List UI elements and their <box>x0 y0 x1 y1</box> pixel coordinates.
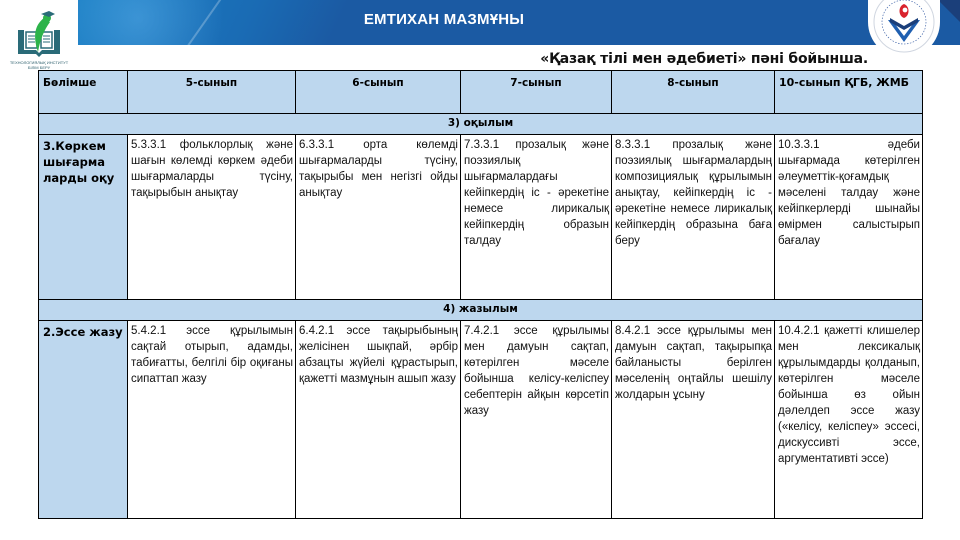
objective-cell-grade-8: 8.4.2.1 эссе құрылымы мен дамуын сақтап, тақырыпқа байланысты берілген мәселенің оңтайлы шешілу жолдарын ұсыну <box>612 321 775 519</box>
table-row <box>39 135 923 300</box>
column-header-grade-6: 6-сынып <box>296 71 461 114</box>
page-title: ЕМТИХАН МАЗМҰНЫ <box>363 11 525 28</box>
objective-cell-grade-7: 7.3.3.1 прозалық және поэзиялық шығармалардағы кейіпкердің іс - әрекетіне немесе лирикалық кейіпкердің образын талдау <box>461 135 612 300</box>
column-header-subsection: Бөлімше <box>39 71 128 114</box>
objective-cell-grade-5: 5.4.2.1 эссе құрылымын сақтай отырып, адамды, табиғатты, белгілі бір оқиғаны сипаттап жазу <box>128 321 296 519</box>
header-banner <box>78 0 960 45</box>
column-header-grade-5: 5-сынып <box>128 71 296 114</box>
subsection-topic: 3.Көркем шығарма ларды оқу <box>39 135 128 300</box>
objective-cell-grade-10: 10.4.2.1 қажетті клишелер мен лексикалық құрылымдарды қолданып, көтерілген мәселе бойынша өз ойын дәлелдеп эссе жазу («келісу, келіспеу» эссесі, дискуссивті эссе, аргументативті эссе) <box>775 321 923 519</box>
section-title: 3) оқылым <box>39 114 923 135</box>
book-person-icon <box>14 10 64 60</box>
column-header-grade-8: 8-сынып <box>612 71 775 114</box>
exam-content-table <box>38 70 923 519</box>
section-row-writing <box>39 300 923 321</box>
subject-subtitle: «Қазақ тілі мен әдебиеті» пәні бойынша. <box>540 51 868 67</box>
table-header-row <box>39 71 923 114</box>
column-header-grade-7: 7-сынып <box>461 71 612 114</box>
objective-cell-grade-5: 5.3.3.1 фольклорлық және шағын көлемді көркем әдеби шығармаларды түсіну, тақырыбын анықтау <box>128 135 296 300</box>
objective-cell-grade-7: 7.4.2.1 эссе құрылымы мен дамуын сақтап, көтерілген мәселе бойынша келісу-келіспеу себептерін айқын көрсетіп жазу <box>461 321 612 519</box>
center-emblem-logo <box>868 0 940 58</box>
section-title: 4) жазылым <box>39 300 923 321</box>
column-header-grade-10: 10-сынып ҚГБ, ЖМБ <box>775 71 923 114</box>
objective-cell-grade-6: 6.4.2.1 эссе тақырыбының желісінен шықпай, әрбір абзацты жүйелі құрастырып, қажетті мазмұнын ашып жазу <box>296 321 461 519</box>
emblem-book-icon <box>872 0 936 58</box>
table-row <box>39 321 923 519</box>
subsection-topic: 2.Эссе жазу <box>39 321 128 519</box>
banner-corner-decoration <box>938 0 960 22</box>
objective-cell-grade-10: 10.3.3.1 әдеби шығармада көтерілген әлеуметтік-қоғамдық мәселені талдау және кейіпкерлерді шынайы өмірмен салыстырып бағалау <box>775 135 923 300</box>
logo-caption: ТЕХНОЛОГИЯЛЫҚ ИНСТИТУТ БІЛІМ БЕРУ <box>9 60 69 70</box>
section-row-reading <box>39 114 923 135</box>
objective-cell-grade-8: 8.3.3.1 прозалық және поэзиялық шығармалардың композициялық құрылымын анықтау, кейіпкердің іс - әрекетіне немесе лирикалық кейіпкердің образына баға беру <box>612 135 775 300</box>
institute-logo <box>0 0 78 72</box>
objective-cell-grade-6: 6.3.3.1 орта көлемді шығармаларды түсіну, тақырыбы мен негізгі ойды анықтау <box>296 135 461 300</box>
